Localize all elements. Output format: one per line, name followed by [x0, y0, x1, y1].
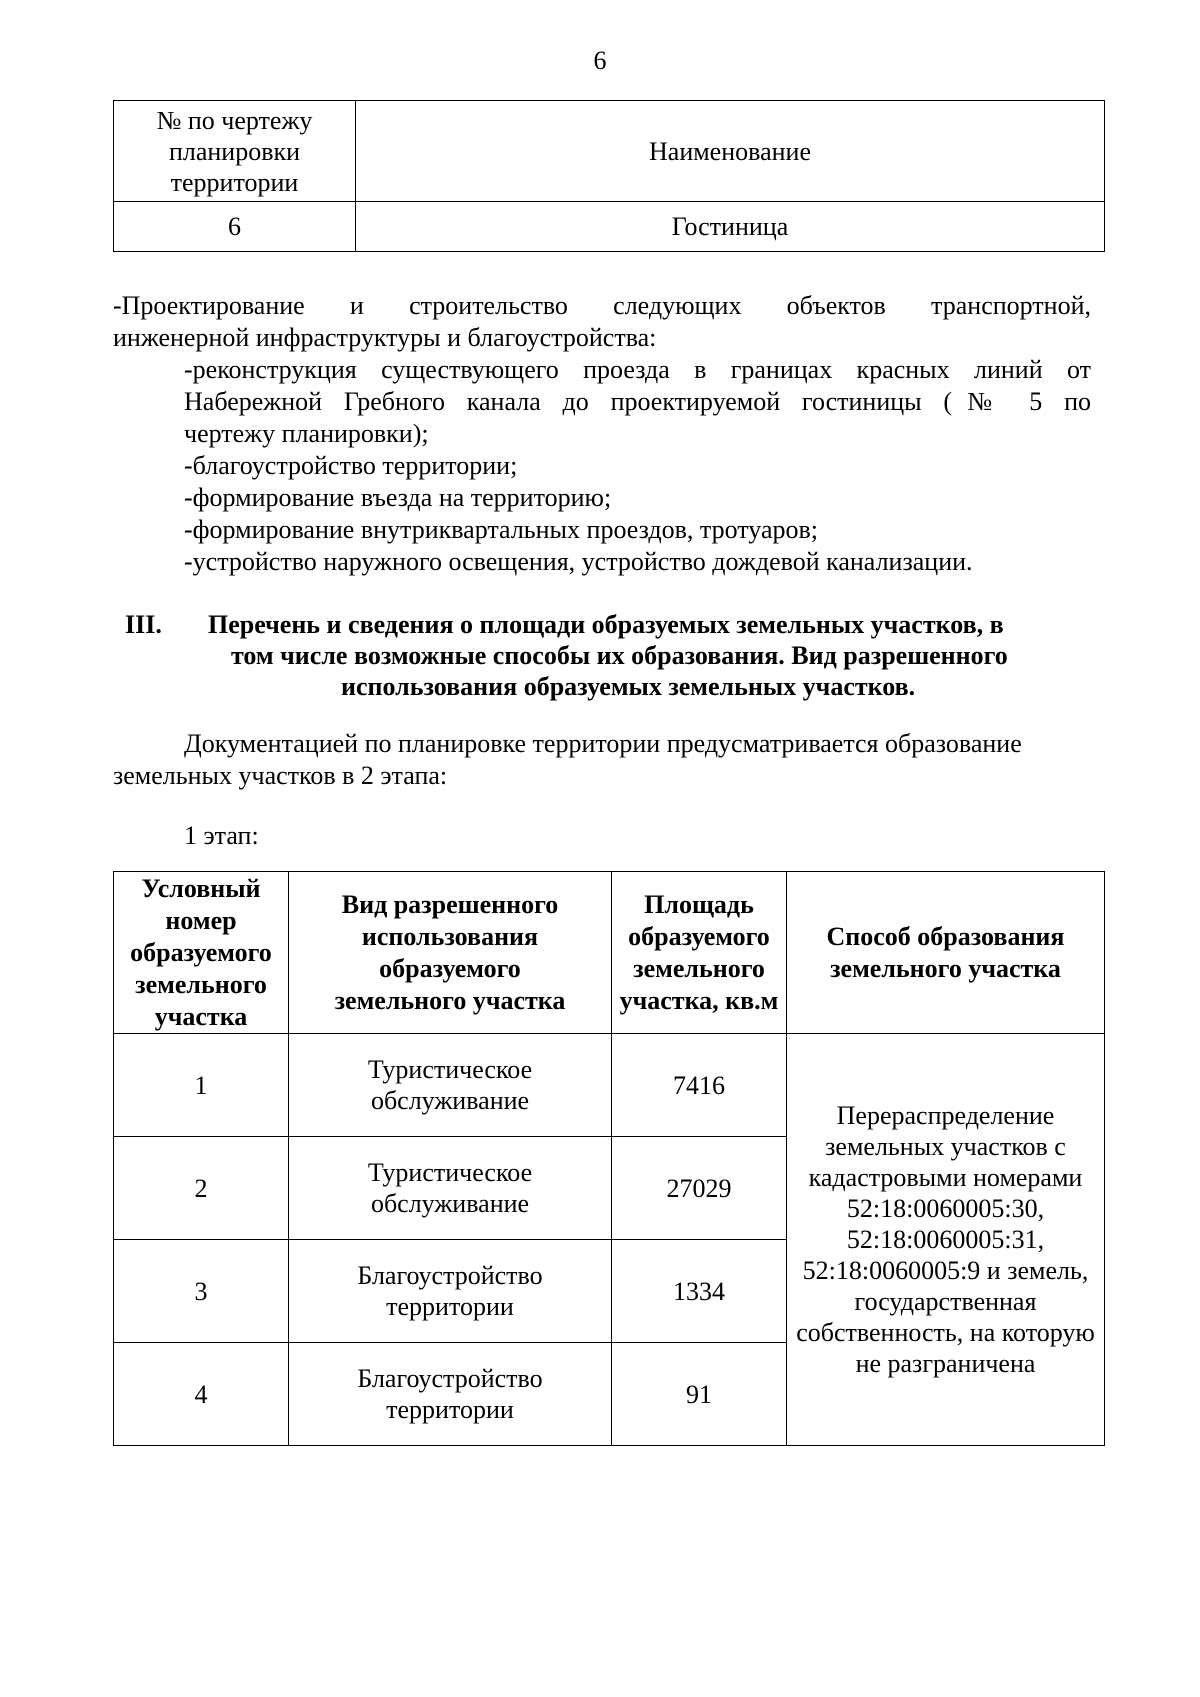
- design-intro-line: -Проектирование и строительство следующих объектов транспортной,: [113, 291, 1091, 320]
- table-row: [114, 1034, 1105, 1137]
- cell-plot-number: 2: [114, 1137, 289, 1240]
- objects-table: [113, 100, 1105, 252]
- section-title-line: Перечень и сведения о площади образуемых земельных участков, в: [208, 610, 1004, 639]
- cell-permitted-use: Благоустройство территории: [289, 1343, 612, 1446]
- cell-area: 7416: [612, 1034, 787, 1137]
- design-list-item: -формирование въезда на территорию;: [184, 483, 612, 512]
- table-header-row: [114, 872, 1105, 1034]
- design-list-item: -устройство наружного освещения, устройство дождевой канализации.: [184, 547, 973, 576]
- header-drawing-number: № по чертежу планировки территории: [114, 101, 356, 202]
- cell-object-name: Гостиница: [356, 202, 1105, 252]
- cell-plot-number: 3: [114, 1240, 289, 1343]
- cell-area: 1334: [612, 1240, 787, 1343]
- cell-permitted-use: Благоустройство территории: [289, 1240, 612, 1343]
- design-list-item-line: чертежу планировки);: [184, 419, 429, 448]
- page-number: 6: [593, 46, 607, 75]
- cell-formation-method: Перераспределение земельных участков с кадастровыми номерами 52:18:0060005:30, 52:18:0060005:31, 52:18:0060005:9 и земель, государственная собственность, на которую не разграничена: [787, 1034, 1105, 1446]
- doc-paragraph-line: земельных участков в 2 этапа:: [113, 761, 448, 790]
- section-title-line: том числе возможные способы их образования. Вид разрешенного: [231, 641, 1008, 670]
- design-list-item-line: Набережной Гребного канала до проектируемой гостиницы (№ 5 по: [184, 387, 1091, 416]
- cell-drawing-number: 6: [114, 202, 356, 252]
- cell-area: 27029: [612, 1137, 787, 1240]
- cell-permitted-use: Туристическое обслуживание: [289, 1034, 612, 1137]
- header-permitted-use: Вид разрешенного использования образуемого земельного участка: [289, 872, 612, 1034]
- design-list-item-line: -реконструкция существующего проезда в границах красных линий от: [184, 355, 1091, 384]
- land-plots-table: [113, 871, 1105, 1446]
- stage-label: 1 этап:: [184, 821, 259, 850]
- doc-paragraph-line: Документацией по планировке территории предусматривается образование: [184, 729, 1022, 758]
- header-name: Наименование: [356, 101, 1105, 202]
- header-area: Площадь образуемого земельного участка, кв.м: [612, 872, 787, 1034]
- header-formation-method: Способ образования земельного участка: [787, 872, 1105, 1034]
- cell-area: 91: [612, 1343, 787, 1446]
- design-list-item: -формирование внутриквартальных проездов, тротуаров;: [184, 515, 818, 544]
- table-row: [114, 202, 1105, 252]
- cell-plot-number: 1: [114, 1034, 289, 1137]
- design-list-item: -благоустройство территории;: [184, 451, 518, 480]
- section-number: III.: [125, 610, 162, 639]
- cell-permitted-use: Туристическое обслуживание: [289, 1137, 612, 1240]
- header-plot-number: Условный номер образуемого земельного участка: [114, 872, 289, 1034]
- section-title-line: использования образуемых земельных участков.: [341, 672, 916, 701]
- cell-plot-number: 4: [114, 1343, 289, 1446]
- table-header-row: [114, 101, 1105, 202]
- design-intro-line: инженерной инфраструктуры и благоустройства:: [113, 323, 657, 352]
